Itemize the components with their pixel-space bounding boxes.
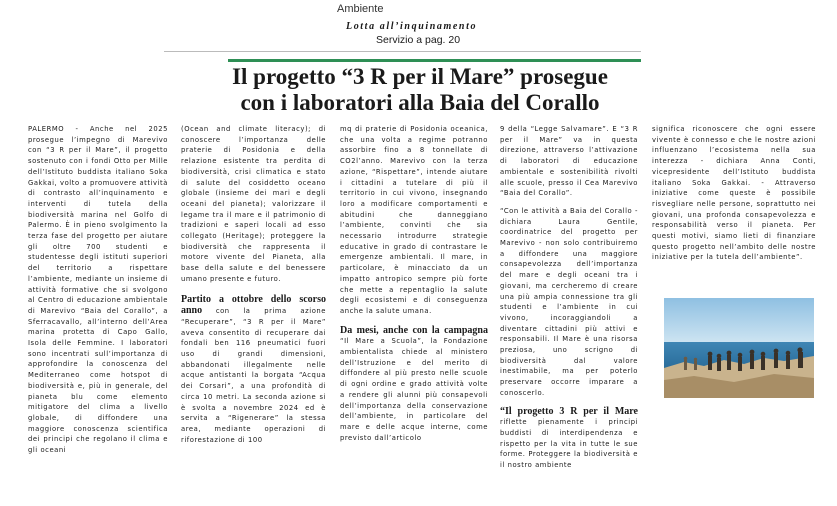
article-column-1 [28, 124, 168, 464]
kicker: Lotta all’inquinamento [346, 21, 478, 32]
quote-paragraph: “Con le attività a Baia del Corallo - dichiara Laura Gentile, coordinatrice del progetto per Marevivo - non solo contribuiremo a diffondere una maggiore consapevolezza dell’importanza del mare e degli oceani tra i giovani, ma cercheremo di creare una più ampia connessione tra gli studenti e l’ambiente in cui vivono, incoraggiandoli a diventare cittadini più attivi e responsabili. Il Mare è una risorsa preziosa, uno scrigno di biodiversità dal valore inestimabile, ma per poterlo preservare occorre imparare a conoscerlo. [500, 206, 638, 397]
subhead: Da mesi, anche con la campagna [340, 324, 488, 336]
paragraph [340, 325, 488, 444]
column-text: 9 della “Legge Salvamare”. E “3 R per il Mare” va in questa direzione, attraverso l’attivazione di laboratori di educazione ambientale e sostenibilità rivolti alle scuole, presso il Cea Marevivo “Baia del Corallo”. [500, 125, 638, 198]
accent-rule [228, 59, 641, 62]
column-text: riflette pienamente i principi buddisti di interdipendenza e rispetto per la vita in tutte le sue forme. Proteggere la biodiversità e il nostro ambiente [500, 418, 638, 470]
headline-line-2: con i laboratori alla Baia del Corallo [240, 90, 600, 115]
section-label: Ambiente [337, 3, 384, 15]
article-column-4 [500, 124, 638, 470]
coast-photo-illustration [664, 298, 814, 398]
paragraph [500, 406, 638, 471]
page-reference: Servizio a pag. 20 [376, 34, 461, 46]
paragraph [181, 294, 326, 446]
subhead: Partito a ottobre dello scorso anno [181, 293, 326, 317]
coast-photo [664, 298, 814, 398]
top-rule [164, 51, 641, 52]
column-text: con la prima azione “Recuperare”, “3 R per il Mare” aveva consentito di recuperare dai fondali ben 116 pneumatici fuori uso di grandi dimensioni, abbandonati illegalmente nelle acque antistanti la borgata “Acqua dei Corsari”, a una profondità di circa 10 metri. La seconda azione si è svolta a novembre 2024 ed è servita a “Rigenerare” la stessa area, mediante operazioni di riforestazione di 100 [181, 307, 326, 444]
headline-line-1: Il progetto “3 R per il Mare” prosegue [232, 64, 608, 89]
subhead: “Il progetto 3 R per il Mare [500, 405, 638, 417]
column-text: significa riconoscere che ogni essere vivente è connesso e che le nostre azioni influenzano l’ecosistema nella sua interezza - dichiara Anna Conti, vicepresidente dell’Istituto buddista italiano Soka Gakkai. - Attraverso iniziative come queste è possibile risvegliare nelle persone, soprattutto nei giovani, una profonda consapevolezza e responsabilità verso il pianeta. Per questi motivi, siamo lieti di finanziare questo progetto nell’ambito delle nostre iniziative per la tutela dell’ambiente”. [652, 125, 816, 262]
article-column-2 [181, 124, 326, 444]
article-column-5 [652, 124, 816, 289]
column-text: (Ocean and climate literacy); di conoscere l’importanza delle praterie di Posidonia e della relazione esistente tra perdita di biodiversità, crisi climatica e stato di salute del cosiddetto oceano globale (insieme dei mari e degli oceani del pianeta); valorizzare il legame tra il mare e il patrimonio di tradizioni e saperi locali ad esso collegato (Heritage); proteggere la biodiversità che rappresenta il motore vivente del Pianeta, alla base della salute e del benessere umano presente e futuro. [181, 125, 326, 283]
column-text: mq di praterie di Posidonia oceanica, che una volta a regime potranno assorbire fino a 8 tonnellate di CO2l’anno. Marevivo con la terza azione, “Rispettare”, intende aiutare i cittadini a tutelare di più il territorio in cui vivono, insegnando loro a modificare comportamenti e abitudini che danneggiano l’ambiente, convinti che sia necessario introdurre strategie educative in grado di contrastare le emergenze ambientali. Il mare, in particolare, è minacciato da un impatto antropico sempre più forte che mette a repentaglio la salute degli ecosistemi e di conseguenza anche la salute umana. [340, 125, 488, 315]
column-text: “Il Mare a Scuola”, la Fondazione ambientalista chiede al ministero dell’Istruzione e del merito di diffondere al più presto nelle scuole di ogni ordine e grado attività volte a rendere gli alunni più consapevoli dell’importanza della conservazione dell’ambiente, in particolare del mare e delle acque interne, come previsto dall’articolo [340, 337, 488, 442]
article-column-3 [340, 124, 488, 464]
column-text: PALERMO - Anche nel 2025 prosegue l’impegno di Marevivo con “3 R per il Mare”, il progetto sostenuto con i fondi Otto per Mille dell’Istituto buddista italiano Soka Gakkai, volto a promuovere attività di contrasto all’inquinamento e interventi di tutela della biodiversità marina nel Golfo di Palermo. È in pieno svolgimento la terza fase del progetto per aiutare gli oltre 700 studenti e studentesse degli istituti superiori del territorio a rispettare l’ambiente, mediante un insieme di attività formative che si svolgono al Centro di educazione ambientale di Marevivo “Baia del Corallo”, a Sferracavallo, all’interno dell’Area marina protetta di Capo Gallo, Isola delle Femmine. I laboratori sono incentrati sull’importanza di approfondire la conoscenza del Mediterraneo come hotspot di biodiversità e, più in generale, del pianeta blu come elemento mitigatore del clima a livello globale, di diffondere una maggiore conoscenza scientifica dei principi che regolano il clima e gli oceani [28, 125, 168, 455]
